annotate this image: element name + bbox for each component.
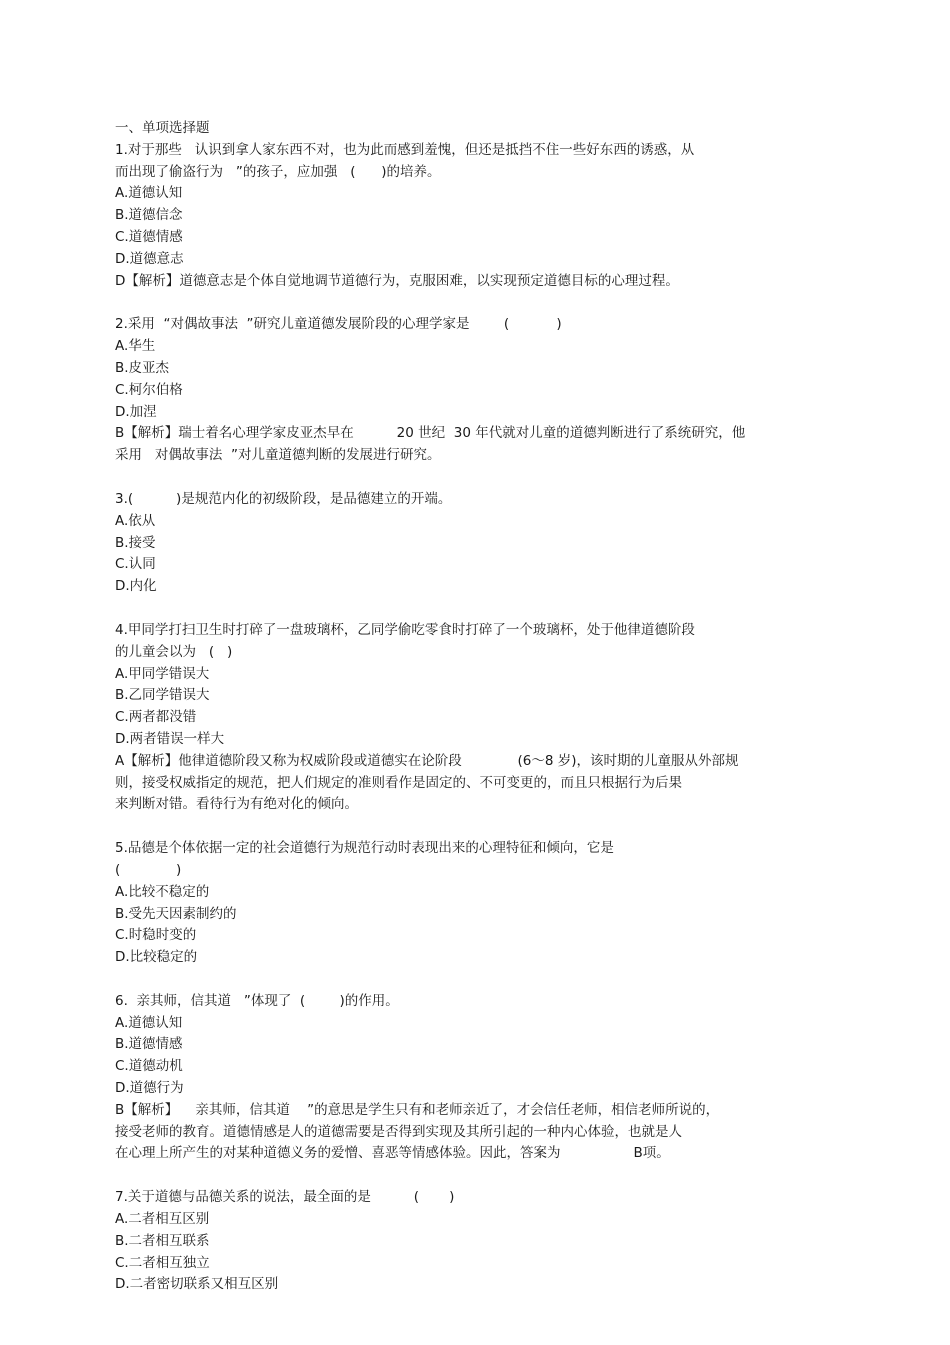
- question-block: [115, 140, 815, 293]
- question-option: A.道德认知: [115, 185, 183, 202]
- question-option: D.二者密切联系又相互区别: [115, 1276, 279, 1293]
- answer-analysis: 接受老师的教育。道德情感是人的道德需要是否得到实现及其所引起的一种内心体验，也就是人: [115, 1123, 682, 1140]
- question-block: [115, 314, 815, 467]
- question-option: C.认同: [115, 556, 156, 573]
- question-block: [115, 991, 815, 1165]
- question-option: B.接受: [115, 534, 156, 551]
- question-option: B.乙同学错误大: [115, 687, 210, 704]
- question-option: A.华生: [115, 338, 156, 355]
- question-option: C.道德情感: [115, 228, 183, 245]
- question-option: B.道德情感: [115, 1036, 183, 1053]
- question-option: B.二者相互联系: [115, 1232, 210, 1249]
- question-stem: 1.对于那些 认识到拿人家东西不对，也为此而感到羞愧，但还是抵挡不住一些好东西的诱惑，从: [115, 141, 695, 158]
- question-spacer: [115, 598, 815, 620]
- question-spacer: [115, 292, 815, 314]
- question-block: [115, 489, 815, 598]
- question-stem: 3.( )是规范内化的初级阶段，是品德建立的开端。: [115, 490, 452, 507]
- answer-analysis: 在心理上所产生的对某种道德义务的爱憎、喜恶等情感体验。因此，答案为 B项。: [115, 1145, 670, 1162]
- question-option: B.受先天因素制约的: [115, 905, 237, 922]
- question-stem: 2.采用 “对偶故事法 ”研究儿童道德发展阶段的心理学家是 ( ): [115, 316, 562, 333]
- question-option: B.皮亚杰: [115, 359, 170, 376]
- question-spacer: [115, 816, 815, 838]
- answer-analysis: D【解析】道德意志是个体自觉地调节道德行为，克服困难，以实现预定道德目标的心理过程。: [115, 272, 679, 289]
- question-stem: 6. 亲其师，信其道 ”体现了 ( )的作用。: [115, 992, 399, 1009]
- question-list: [115, 140, 815, 1296]
- question-block: [115, 1187, 815, 1296]
- question-stem: 4.甲同学打扫卫生时打碎了一盘玻璃杯，乙同学偷吃零食时打碎了一个玻璃杯，处于他律道德阶段: [115, 621, 695, 638]
- answer-analysis: B【解析】 亲其师，信其道 ”的意思是学生只有和老师亲近了，才会信任老师，相信老师所说的，: [115, 1101, 720, 1118]
- section-title: 一、单项选择题: [115, 120, 210, 136]
- question-option: C.两者都没错: [115, 709, 197, 726]
- question-option: A.依从: [115, 512, 156, 529]
- question-option: D.内化: [115, 578, 157, 595]
- answer-analysis: 采用 对偶故事法 ”对儿童道德判断的发展进行研究。: [115, 447, 441, 464]
- answer-analysis: 来判断对错。看待行为有绝对化的倾向。: [115, 796, 358, 813]
- question-stem: ( ): [115, 861, 182, 878]
- question-spacer: [115, 467, 815, 489]
- question-option: D.道德行为: [115, 1080, 184, 1097]
- question-option: B.道德信念: [115, 207, 183, 224]
- question-option: D.两者错误一样大: [115, 730, 225, 747]
- question-option: D.加涅: [115, 403, 157, 420]
- question-option: D.道德意志: [115, 250, 184, 267]
- question-option: C.柯尔伯格: [115, 381, 183, 398]
- question-stem: 7.关于道德与品德关系的说法，最全面的是 ( ): [115, 1189, 455, 1206]
- question-spacer: [115, 969, 815, 991]
- question-option: C.道德动机: [115, 1058, 183, 1075]
- answer-analysis: A【解析】他律道德阶段又称为权威阶段或道德实在论阶段 (6～8 岁)，该时期的儿童服从外部规: [115, 752, 739, 769]
- answer-analysis: 则，接受权威指定的规范，把人们规定的准则看作是固定的、不可变更的，而且只根据行为后果: [115, 774, 682, 791]
- question-stem: 而出现了偷盗行为 ”的孩子，应加强 ( )的培养。: [115, 163, 441, 180]
- question-option: A.二者相互区别: [115, 1211, 210, 1228]
- question-block: [115, 620, 815, 816]
- question-option: A.甲同学错误大: [115, 665, 210, 682]
- question-option: C.二者相互独立: [115, 1254, 210, 1271]
- question-stem: 的儿童会以为 ( ): [115, 643, 233, 660]
- question-block: [115, 838, 815, 969]
- question-stem: 5.品德是个体依据一定的社会道德行为规范行动时表现出来的心理特征和倾向，它是: [115, 840, 614, 857]
- question-option: A.道德认知: [115, 1014, 183, 1031]
- question-option: C.时稳时变的: [115, 927, 197, 944]
- question-option: A.比较不稳定的: [115, 883, 210, 900]
- document-page: [115, 118, 815, 1296]
- question-option: D.比较稳定的: [115, 949, 198, 966]
- question-spacer: [115, 1165, 815, 1187]
- answer-analysis: B【解析】瑞士着名心理学家皮亚杰早在 20 世纪 30 年代就对儿童的道德判断进行了系统研究，他: [115, 425, 746, 442]
